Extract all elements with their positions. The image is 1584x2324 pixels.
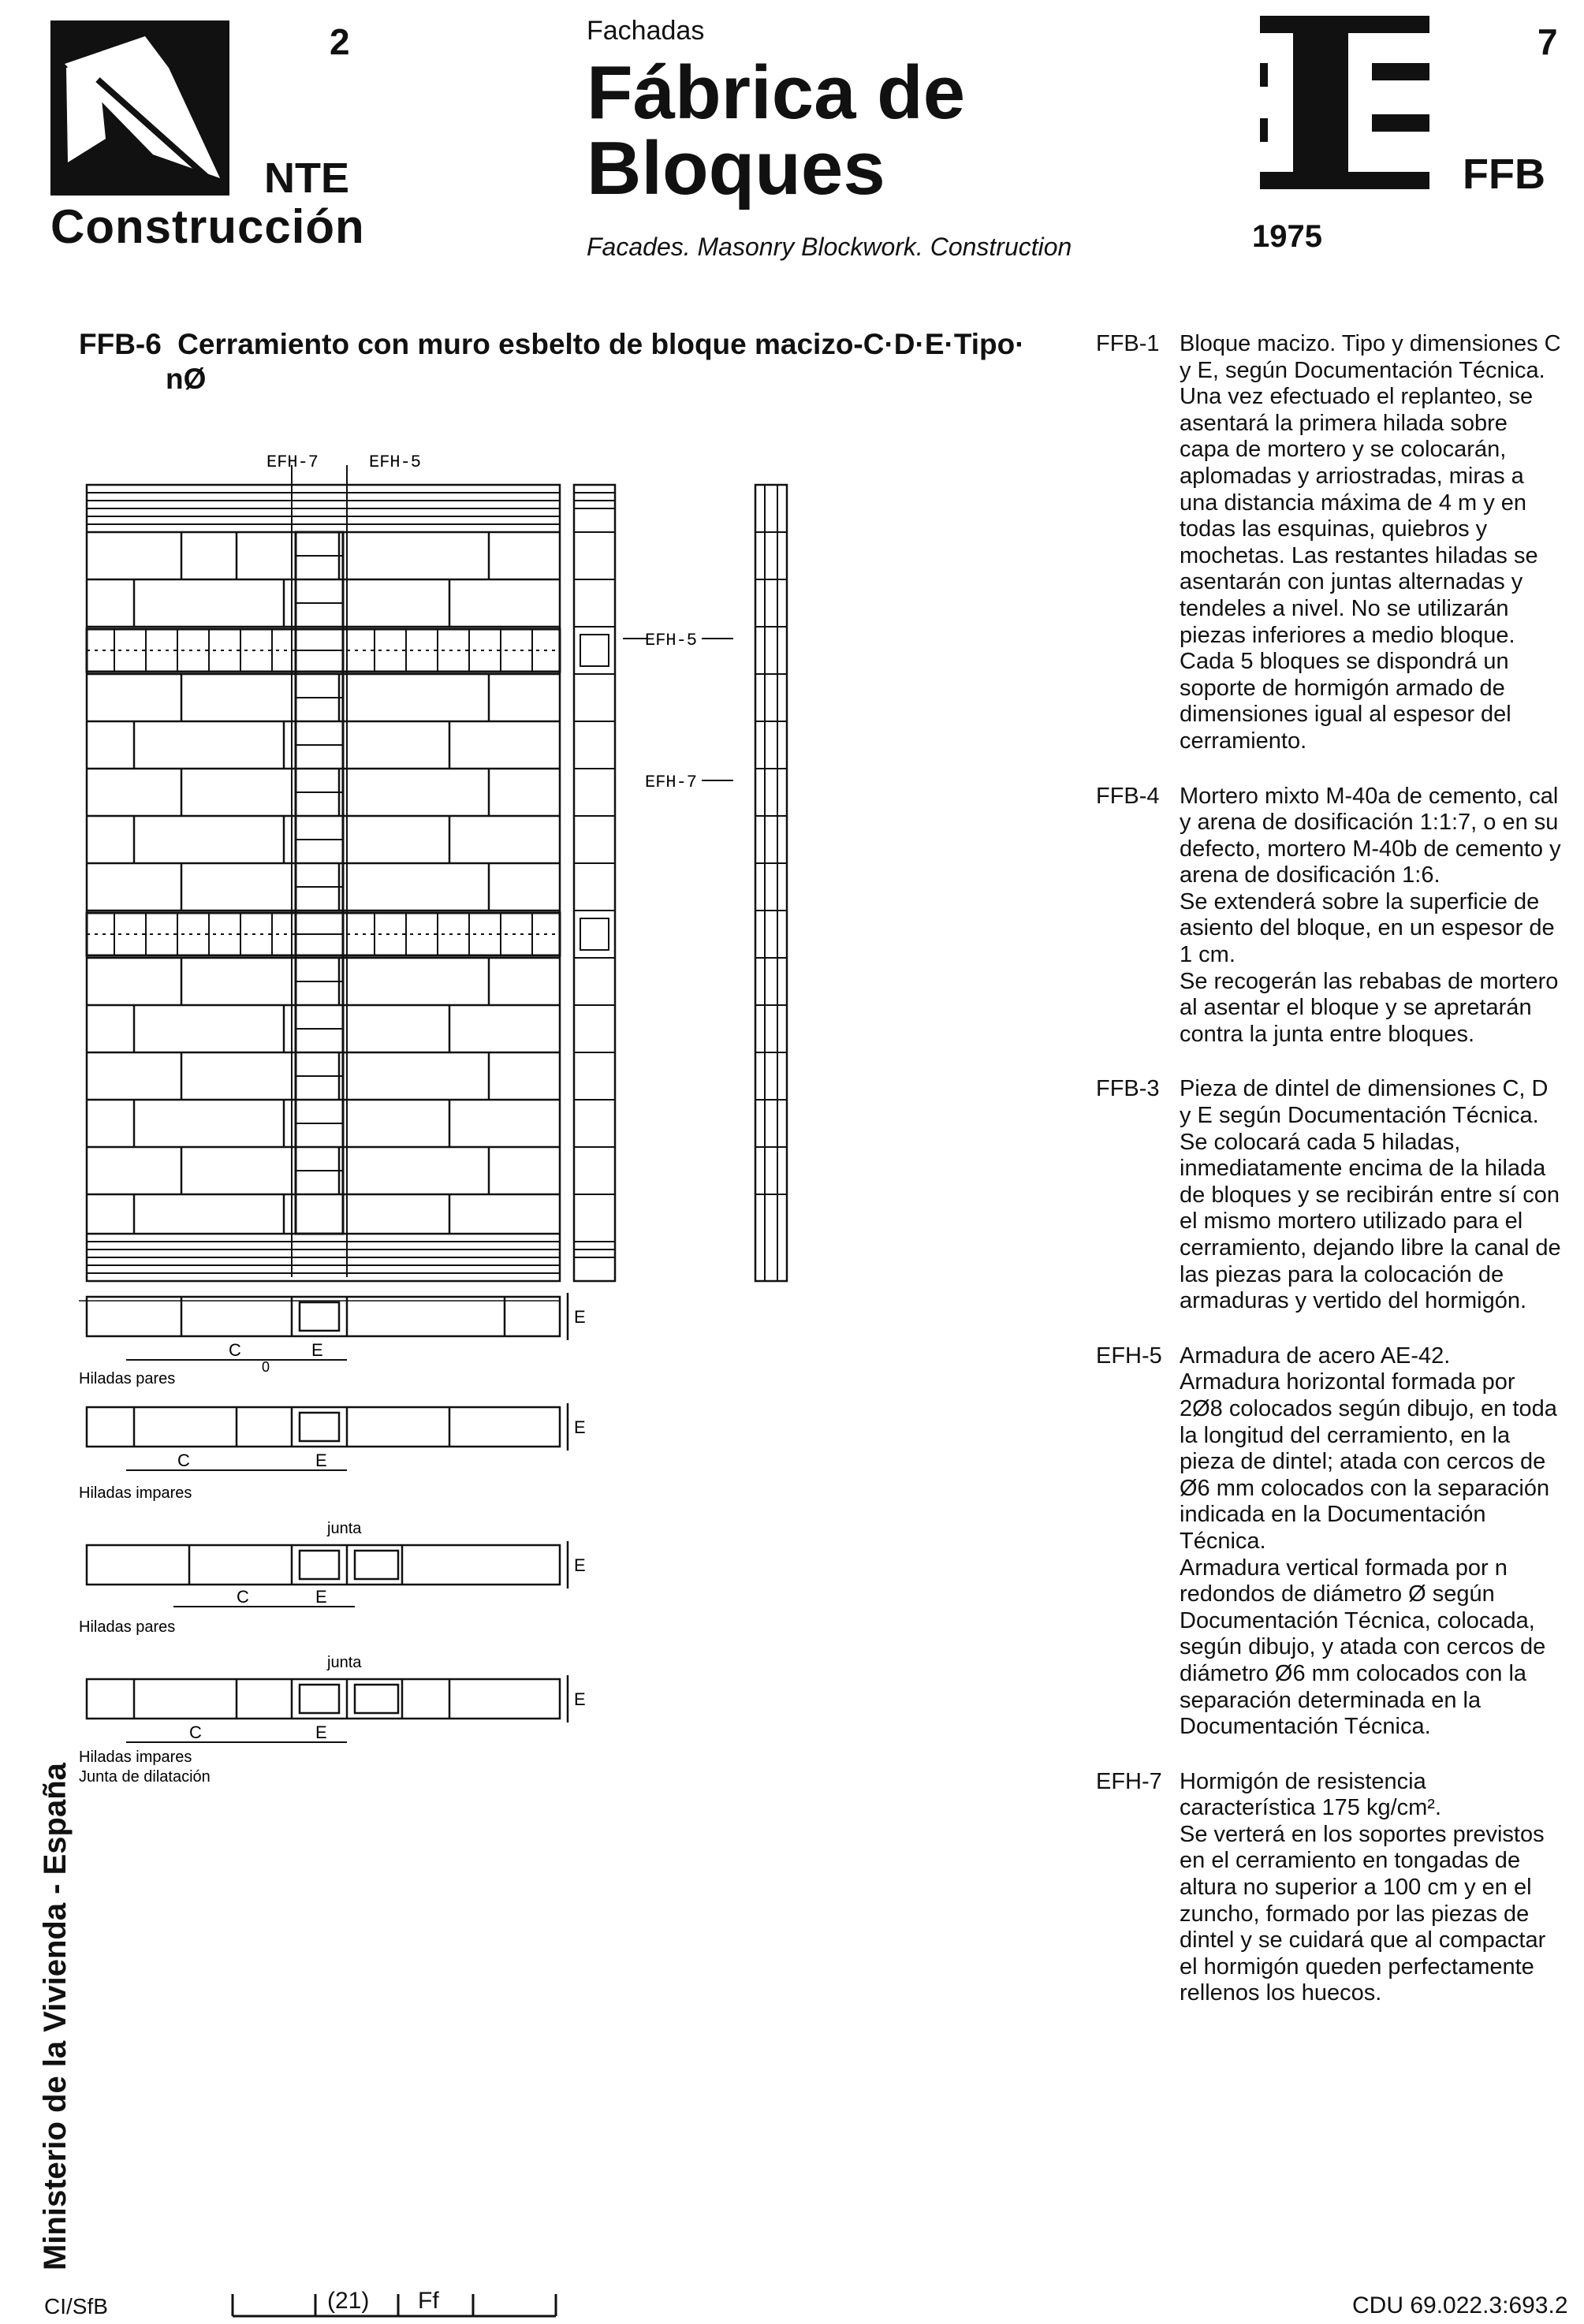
ministry-label: Ministerio de la Vivienda - España — [38, 1763, 73, 2270]
sidebar-text — [0, 1763, 73, 2270]
notes-column — [1096, 331, 1561, 2035]
plan3-top: junta — [327, 1520, 362, 1537]
page-title — [587, 50, 966, 210]
elev-label-efh5: EFH-5 — [369, 453, 422, 472]
section-title — [79, 327, 1072, 397]
plan3-caption: Hiladas pares — [79, 1618, 176, 1636]
plan2-caption: Hiladas impares — [79, 1484, 192, 1502]
plan3-c: C — [237, 1587, 249, 1607]
logo-label: NTE — [264, 155, 349, 202]
logo-number: 2 — [330, 21, 350, 62]
cisfb-label: CI/SfB — [44, 2294, 108, 2318]
note-efh-7 — [1096, 1769, 1561, 2007]
plan4-side: E — [574, 1689, 586, 1709]
note-text: Armadura horizontal formada por 2Ø8 colocados según dibujo, en toda la longitud del cerramiento, en la pieza de dintel; atada con cercos de Ø6 mm colocados con la separación indicada en la Documentación Técnica. — [1180, 1369, 1557, 1554]
trowel-icon — [50, 20, 229, 196]
trowel-logo — [50, 20, 229, 196]
column-section — [623, 485, 787, 1281]
note-text: Se colocará cada 5 hiladas, inmediatamente encima de la hilada de bloques y se recibirán entre sí con el mismo mortero utilizado para el cerramiento, dejando libre la canal de las piezas para la colocación de armaduras y vertido del hormigón. — [1180, 1129, 1561, 1314]
note-code: EFH-5 — [1096, 1343, 1162, 1369]
plan1-extra: 0 — [262, 1359, 270, 1375]
note-ffb-1 — [1096, 331, 1561, 755]
sheet-code: FFB — [1463, 151, 1545, 198]
note-text: Una vez efectuado el replanteo, se asentará la primera hilada sobre capa de mortero y se colocarán, aplomadas y arriostradas, miras a una distancia máxima de 4 m y en todas las esquinas, quiebros y mochetas. Las restantes hiladas se asentarán con juntas alternadas y tendeles a nivel. No se utilizarán piezas inferiores a medio bloque. Cada 5 bloques se dispondrá un soporte de hormigón armado de dimensiones igual al espesor del cerramiento. — [1180, 384, 1538, 754]
note-text: Armadura de acero AE-42. — [1180, 1343, 1451, 1369]
note-ffb-3 — [1096, 1076, 1561, 1314]
section-title-line-2: nØ — [166, 363, 207, 395]
plan4-top: junta — [327, 1654, 362, 1671]
note-text: Bloque macizo. Tipo y dimensiones C y E, según Documentación Técnica. — [1180, 331, 1561, 383]
side-label-efh5: EFH-5 — [645, 631, 698, 650]
plan1-caption: Hiladas pares — [79, 1370, 176, 1387]
classification-frame — [229, 2286, 560, 2318]
note-text: Se verterá en los soportes previstos en el cerramiento en tongadas de altura no superior a 100 cm y en el zuncho, formado por las piezas de dintel y se cuidará que al compactar el hormigón queden perfectamente rellenos los huecos. — [1180, 1821, 1546, 2006]
plan4-e: E — [315, 1723, 327, 1742]
category: Fachadas — [587, 16, 705, 46]
side-label-efh7: EFH-7 — [645, 773, 698, 792]
cdu-code: CDU 69.022.3:693.2 — [1352, 2292, 1568, 2318]
note-efh-5 — [1096, 1343, 1561, 1741]
plan1-e: E — [311, 1340, 323, 1360]
cisfb-code-2: Ff — [418, 2288, 439, 2314]
cisfb-code-1: (21) — [327, 2288, 370, 2314]
plan1-c: C — [229, 1340, 241, 1360]
wall-section — [574, 485, 615, 1281]
plan3-side: E — [574, 1555, 586, 1575]
plan2-side: E — [574, 1417, 586, 1437]
title-line-1: Fábrica de — [587, 50, 966, 135]
note-code: FFB-4 — [1096, 783, 1160, 809]
plan2-e: E — [315, 1451, 327, 1470]
sheet-number: 7 — [1537, 21, 1558, 62]
note-text: Se recogerán las rebabas de mortero al asentar el bloque y se apretarán contra la junta entre bloques. — [1180, 968, 1559, 1047]
subtitle: Facades. Masonry Blockwork. Construction — [587, 233, 1072, 261]
elev-label-efh7: EFH-7 — [266, 453, 319, 472]
wall-elevation — [87, 465, 560, 1281]
note-text: Armadura vertical formada por n redondos de diámetro Ø según Documentación Técnica, colocada, según dibujo, y atada con cercos de diámetro Ø6 mm colocados con la separación determinada en la Documentación Técnica. — [1180, 1555, 1546, 1740]
plan4-caption: Hiladas impares — [79, 1749, 192, 1766]
year: 1975 — [1252, 219, 1322, 254]
logo-sublabel: Construcción — [50, 200, 365, 253]
note-code: FFB-3 — [1096, 1076, 1160, 1102]
note-text: Pieza de dintel de dimensiones C, D y E según Documentación Técnica. — [1180, 1076, 1549, 1129]
plan4-caption2: Junta de dilatación — [79, 1768, 211, 1786]
note-text: Se extenderá sobre la superficie de asiento del bloque, en un espesor de 1 cm. — [1180, 888, 1555, 968]
plan4-c: C — [189, 1723, 202, 1742]
note-text: Mortero mixto M-40a de cemento, cal y arena de dosificación 1:1:7, o en su defecto, mortero M-40b de cemento y arena de dosificación 1:6. — [1180, 783, 1561, 888]
nte-mark-icon — [1254, 16, 1435, 189]
note-code: FFB-1 — [1096, 331, 1160, 356]
plan3-e: E — [315, 1587, 327, 1607]
title-line-2: Bloques — [587, 126, 885, 210]
plan-views — [79, 1293, 568, 1742]
plan2-c: C — [177, 1451, 190, 1470]
section-title-text: Cerramiento con muro esbelto de bloque macizo-C·D·E·Tipo· — [177, 328, 1025, 360]
note-code: EFH-7 — [1096, 1768, 1162, 1794]
note-text: Hormigón de resistencia característica 175 kg/cm². — [1180, 1768, 1441, 1821]
plan1-side: E — [574, 1307, 586, 1327]
section-id: FFB-6 — [79, 328, 162, 360]
construction-drawing — [79, 441, 1072, 1797]
note-ffb-4 — [1096, 784, 1561, 1048]
